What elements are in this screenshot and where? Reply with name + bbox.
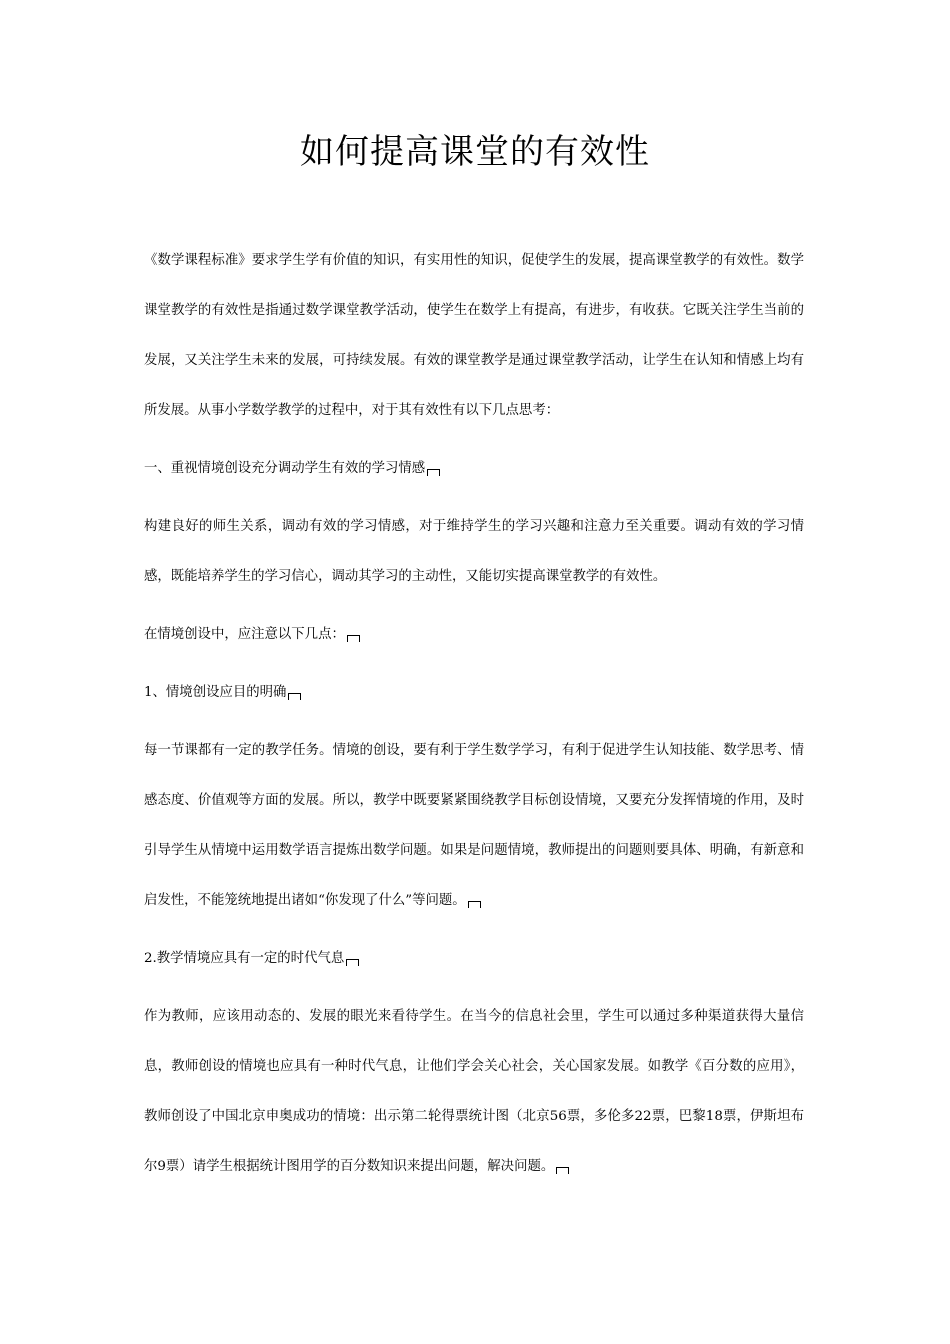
paragraph-text: 每一节课都有一定的教学任务。情境的创设，要有利于学生数学学习，有利于促进学生认知技能、数学思考、情感态度、价值观等方面的发展。所以，教学中既要紧紧围绕教学目标创设情境，又要充分发挥情境的作用，及时引导学生从情境中运用数学语言提炼出数学问题。如果是问题情境，教师提出的问题则要具体、明确，有新意和启发性，不能笼统地提出诸如“你发现了什么”等问题。: [144, 743, 804, 908]
paragraph-text: 在情境创设中，应注意以下几点：: [144, 627, 345, 642]
document-title: 如何提高课堂的有效性: [300, 132, 650, 172]
paragraph-mark-icon: [468, 901, 481, 908]
body-paragraph: [144, 726, 804, 926]
intro-paragraph: [144, 236, 804, 436]
body-paragraph: [144, 502, 804, 602]
subsection-heading-2: [144, 934, 804, 984]
paragraph-mark-icon: [346, 959, 359, 966]
paragraph-text: 作为教师，应该用动态的、发展的眼光来看待学生。在当今的信息社会里，学生可以通过多种渠道获得大量信息，教师创设的情境也应具有一种时代气息，让他们学会关心社会，关心国家发展。如教学《百分数的应用》，教师创设了中国北京申奥成功的情境：出示第二轮得票统计图（北京56票，多伦多22票，巴黎18票，伊斯坦布尔9票）请学生根据统计图用学的百分数知识来提出问题，解决问题。: [144, 1009, 804, 1174]
paragraph-mark-icon: [347, 635, 360, 642]
section-heading-1: [144, 444, 804, 494]
paragraph-text: 《数学课程标准》要求学生学有价值的知识，有实用性的知识，促使学生的发展，提高课堂教学的有效性。数学课堂教学的有效性是指通过数学课堂教学活动，使学生在数学上有提高，有进步，有收获。它既关注学生当前的发展，又关注学生未来的发展，可持续发展。有效的课堂教学是通过课堂教学活动，让学生在认知和情感上均有所发展。从事小学数学教学的过程中，对于其有效性有以下几点思考：: [144, 253, 804, 418]
body-paragraph: [144, 992, 804, 1192]
heading-text: 一、重视情境创设充分调动学生有效的学习情感: [144, 461, 426, 476]
paragraph-mark-icon: [288, 693, 301, 700]
document-body: [144, 236, 804, 1192]
subsection-heading-1: [144, 668, 804, 718]
heading-text: 1、情境创设应目的明确: [144, 685, 287, 700]
heading-text: 2.教学情境应具有一定的时代气息: [144, 951, 345, 966]
body-paragraph: [144, 610, 804, 660]
paragraph-mark-icon: [427, 469, 440, 476]
paragraph-mark-icon: [556, 1167, 569, 1174]
paragraph-text: 构建良好的师生关系，调动有效的学习情感，对于维持学生的学习兴趣和注意力至关重要。调动有效的学习情感，既能培养学生的学习信心，调动其学习的主动性，又能切实提高课堂教学的有效性。: [144, 519, 804, 584]
